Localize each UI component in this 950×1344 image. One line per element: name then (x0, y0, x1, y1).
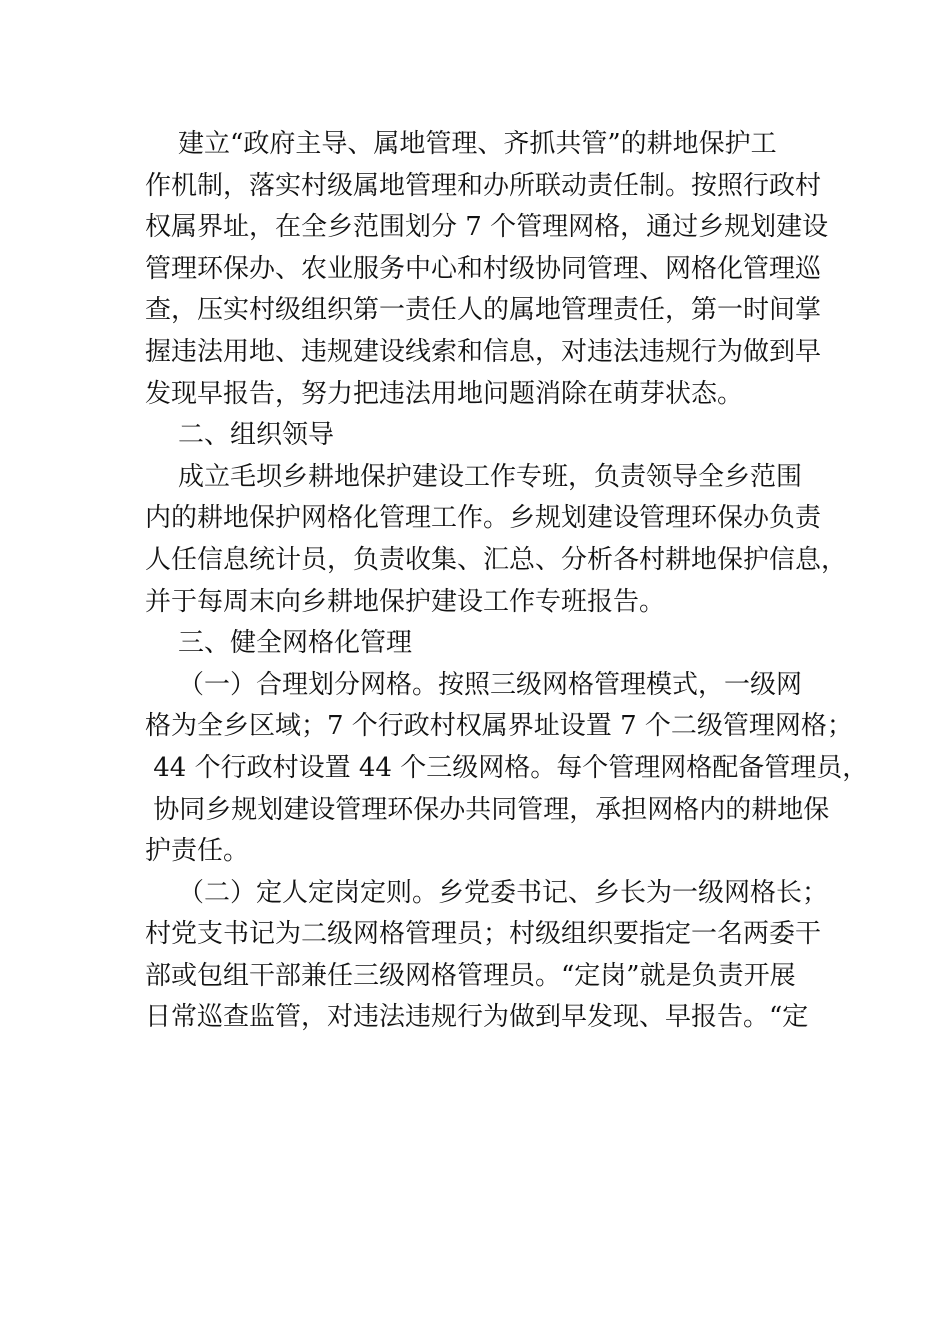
paragraph-line: 握违法用地、违规建设线索和信息，对违法违规行为做到早 (145, 336, 822, 367)
paragraph-line: 部或包组干部兼任三级网格管理员。“定岗”就是负责开展 (145, 960, 796, 991)
document-body (145, 124, 869, 1039)
paragraph-line: 协同乡规划建设管理环保办共同管理，承担网格内的耕地保 (145, 794, 830, 825)
paragraph-line: 村党支书记为二级网格管理员；村级组织要指定一名两委干 (145, 919, 822, 950)
paragraph-line: 建立“政府主导、属地管理、齐抓共管”的耕地保护工 (145, 129, 777, 159)
paragraph-line: 44 个行政村设置 44 个三级网格。每个管理网格配备管理员， (145, 752, 869, 783)
section-heading: 三、健全网格化管理 (145, 628, 413, 659)
paragraph-line: 人任信息统计员，负责收集、汇总、分析各村耕地保护信息， (145, 544, 848, 575)
paragraph-line: 日常巡查监管，对违法违规行为做到早发现、早报告。“定 (145, 1002, 809, 1033)
paragraph-line: 管理环保办、农业服务中心和村级协同管理、网格化管理巡 (145, 253, 822, 284)
paragraph-line: 内的耕地保护网格化管理工作。乡规划建设管理环保办负责 (145, 503, 822, 534)
paragraph-line: 权属界址，在全乡范围划分 7 个管理网格，通过乡规划建设 (145, 212, 829, 243)
paragraph-line: （一）合理划分网格。按照三级网格管理模式，一级网 (145, 669, 803, 700)
paragraph-line: 成立毛坝乡耕地保护建设工作专班，负责领导全乡范围 (145, 461, 803, 492)
paragraph-line: 格为全乡区域；7 个行政村权属界址设置 7 个二级管理网格； (145, 711, 853, 742)
paragraph-line: 发现早报告，努力把违法用地问题消除在萌芽状态。 (145, 378, 744, 409)
paragraph-line: 查，压实村级组织第一责任人的属地管理责任，第一时间掌 (145, 295, 822, 326)
section-heading: 二、组织领导 (145, 420, 335, 451)
paragraph-line: 作机制，落实村级属地管理和办所联动责任制。按照行政村 (145, 170, 822, 201)
paragraph-line: 并于每周末向乡耕地保护建设工作专班报告。 (145, 586, 666, 617)
paragraph-line: （二）定人定岗定则。乡党委书记、乡长为一级网格长； (145, 877, 829, 908)
paragraph-line: 护责任。 (145, 836, 250, 867)
